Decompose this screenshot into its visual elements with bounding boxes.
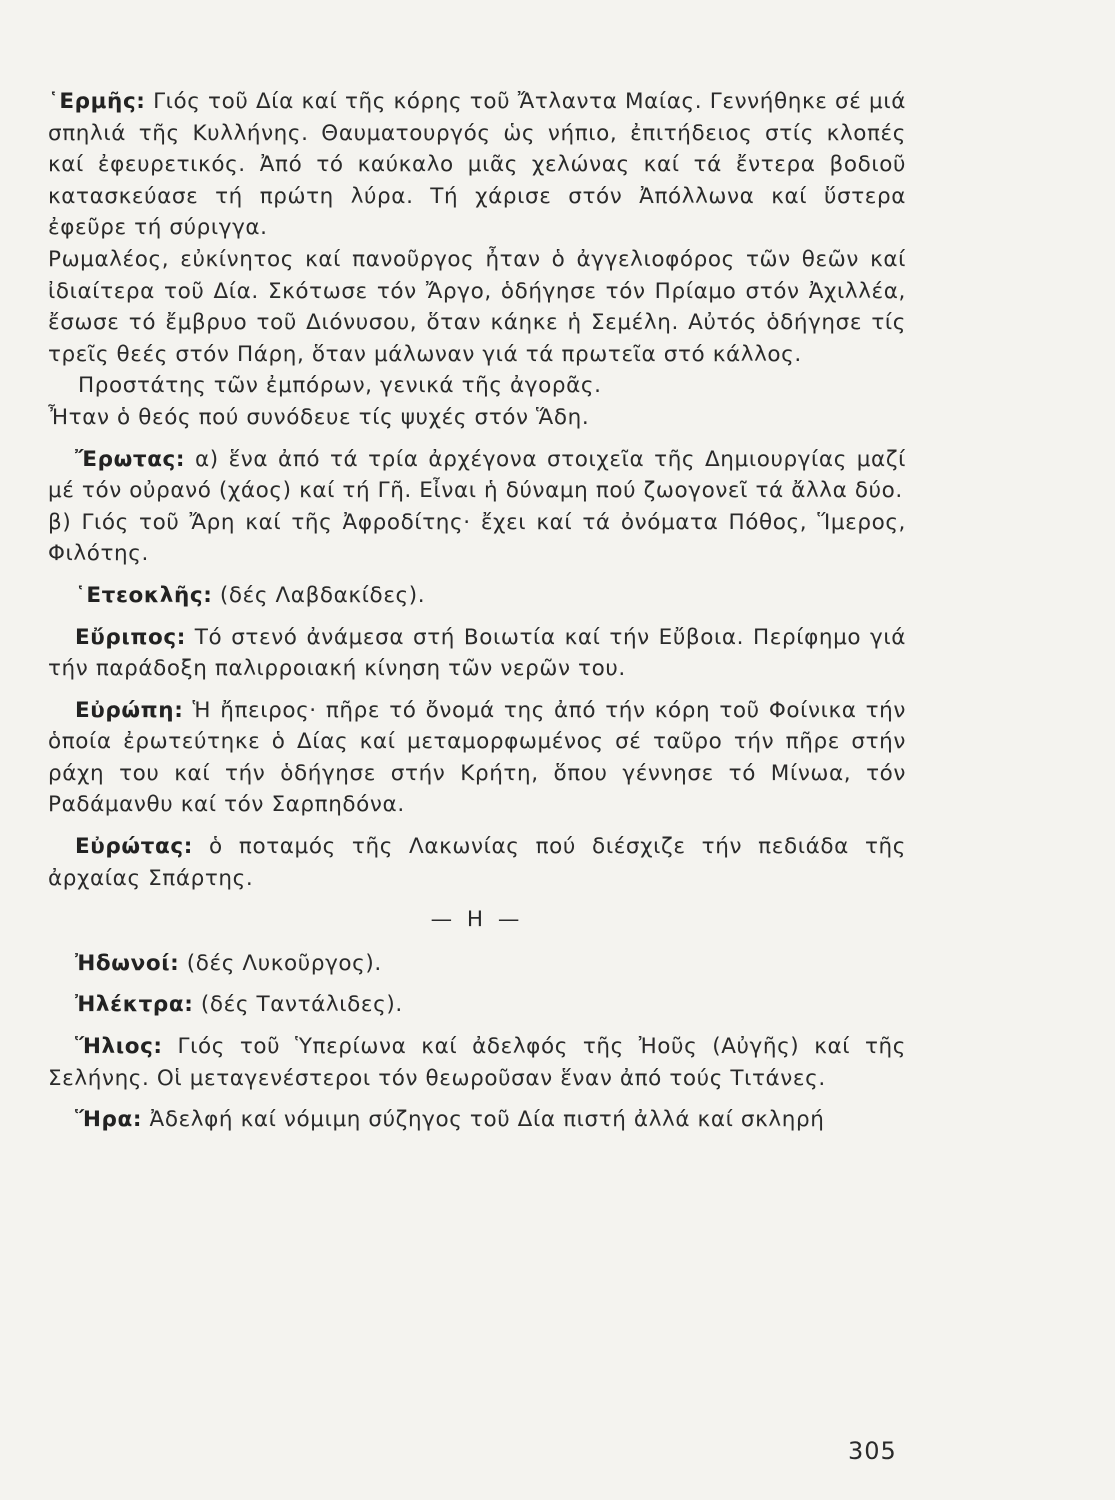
entry-ermis-text-3: Προστάτης τῶν ἐμπόρων, γενικά τῆς ἀγορᾶς. <box>78 373 602 399</box>
page-number: 305 <box>848 1437 897 1465</box>
entry-erotas-text-1: α) ἕνα ἀπό τά τρία ἀρχέγονα στοιχεῖα τῆς Δημιουργίας μαζί μέ τόν οὐρανό (χάος) καί τή Γῆ. Εἶναι ἡ δύναμη πού ζωογονεῖ τά ἄλλα δύο. <box>48 446 906 504</box>
term-idonoi: Ἠδωνοί: <box>75 950 180 976</box>
entry-idonoi <box>48 948 906 980</box>
entry-ermis-text-1: Γιός τοῦ Δία καί τῆς κόρης τοῦ Ἄτλαντα Μαίας. Γεννήθηκε σέ μιά σπηλιά τῆς Κυλλήνης. Θαυματουργός ὡς νήπιο, ἐπιτήδειος στίς κλοπές καί ἐφευρετικός. Ἀπό τό καύκαλο μιᾶς χελώνας καί τά ἔντερα βοδιοῦ κατασκεύασε τή πρώτη λύρα. Τή χάρισε στόν Ἀπόλλωνα καί ὕστερα ἐφεῦρε τή σύριγγα. <box>48 89 906 241</box>
term-eteoklis: ῾Ετεοκλῆς: <box>75 582 213 608</box>
entry-evropi-text: Ἡ ἤπειρος· πῆρε τό ὄνομά της ἀπό τήν κόρη τοῦ Φοίνικα τήν ὁποία ἐρωτεύτηκε ὁ Δίας καί μεταμορφωμένος σέ ταῦρο τήν πῆρε στήν ράχη του καί τήν ὁδήγησε στήν Κρήτη, ὅπου γέννησε τό Μίνωα, τόν Ραδάμανθυ καί τόν Σαρπηδόνα. <box>48 697 906 818</box>
term-evropi: Εὐρώπη: <box>75 697 184 723</box>
entry-erotas <box>48 444 906 570</box>
entry-ilios <box>48 1031 906 1094</box>
term-ermis: ῾Ερμῆς: <box>48 89 146 114</box>
entry-eteoklis <box>48 580 906 612</box>
term-erotas: Ἔρωτας: <box>75 446 186 472</box>
section-letter-eta: — Η — <box>430 907 524 933</box>
entry-ilektra-text: (δές Ταντάλιδες). <box>193 992 403 1018</box>
entry-evrotas <box>48 831 906 894</box>
entry-ira-text: Ἀδελφή καί νόμιμη σύζηγος τοῦ Δία πιστή ἀλλά καί σκληρή <box>142 1107 825 1133</box>
term-evrotas: Εὐρώτας: <box>75 834 193 860</box>
entry-idonoi-text: (δές Λυκοῦργος). <box>179 950 382 976</box>
entry-evropi <box>48 695 906 821</box>
entry-ira <box>48 1104 906 1136</box>
term-evripos: Εὔριπος: <box>75 624 186 650</box>
entry-ermis-text-2: Ρωμαλέος, εὐκίνητος καί πανοῦργος ἦταν ὁ ἀγγελιοφόρος τῶν θεῶν καί ἰδιαίτερα τοῦ Δία. Σκότωσε τόν Ἄργο, ὁδήγησε τόν Πρίαμο στόν Ἀχιλλέα, ἔσωσε τό ἔμβρυο τοῦ Διόνυσου, ὅταν κάηκε ἡ Σεμέλη. Αὐτός ὁδήγησε τίς τρεῖς θεές στόν Πάρη, ὅταν μάλωναν γιά τά πρωτεῖα στό κάλλος. <box>48 246 906 367</box>
entry-erotas-text-2: β) Γιός τοῦ Ἄρη καί τῆς Ἀφροδίτης· ἔχει καί τά ὀνόματα Πόθος, Ἵμερος, Φιλότης. <box>48 509 906 567</box>
entry-ermis <box>48 86 906 434</box>
entry-evripos-text: Τό στενό ἀνάμεσα στή Βοιωτία καί τήν Εὔβοια. Περίφημο γιά τήν παράδοξη παλιρροιακή κίνηση τῶν νερῶν του. <box>48 624 906 682</box>
term-ira: Ἥρα: <box>75 1107 143 1133</box>
entry-ilektra <box>48 989 906 1021</box>
term-ilios: Ἥλιος: <box>75 1034 163 1060</box>
entry-eteoklis-text: (δές Λαβδακίδες). <box>212 582 426 608</box>
page-body <box>48 86 906 1146</box>
entry-ermis-text-4: Ἦταν ὁ θεός πού συνόδευε τίς ψυχές στόν Ἅδη. <box>48 404 590 430</box>
entry-ilios-text: Γιός τοῦ Ὑπερίωνα καί ἀδελφός τῆς Ἠοῦς (Αὐγῆς) καί τῆς Σελήνης. Οἱ μεταγενέστεροι τόν θεωροῦσαν ἕναν ἀπό τούς Τιτάνες. <box>48 1034 906 1091</box>
entry-evripos <box>48 622 906 685</box>
entry-evrotas-text: ὁ ποταμός τῆς Λακωνίας πού διέσχιζε τήν πεδιάδα τῆς ἀρχαίας Σπάρτης. <box>48 834 906 891</box>
term-ilektra: Ἠλέκτρα: <box>75 992 194 1018</box>
